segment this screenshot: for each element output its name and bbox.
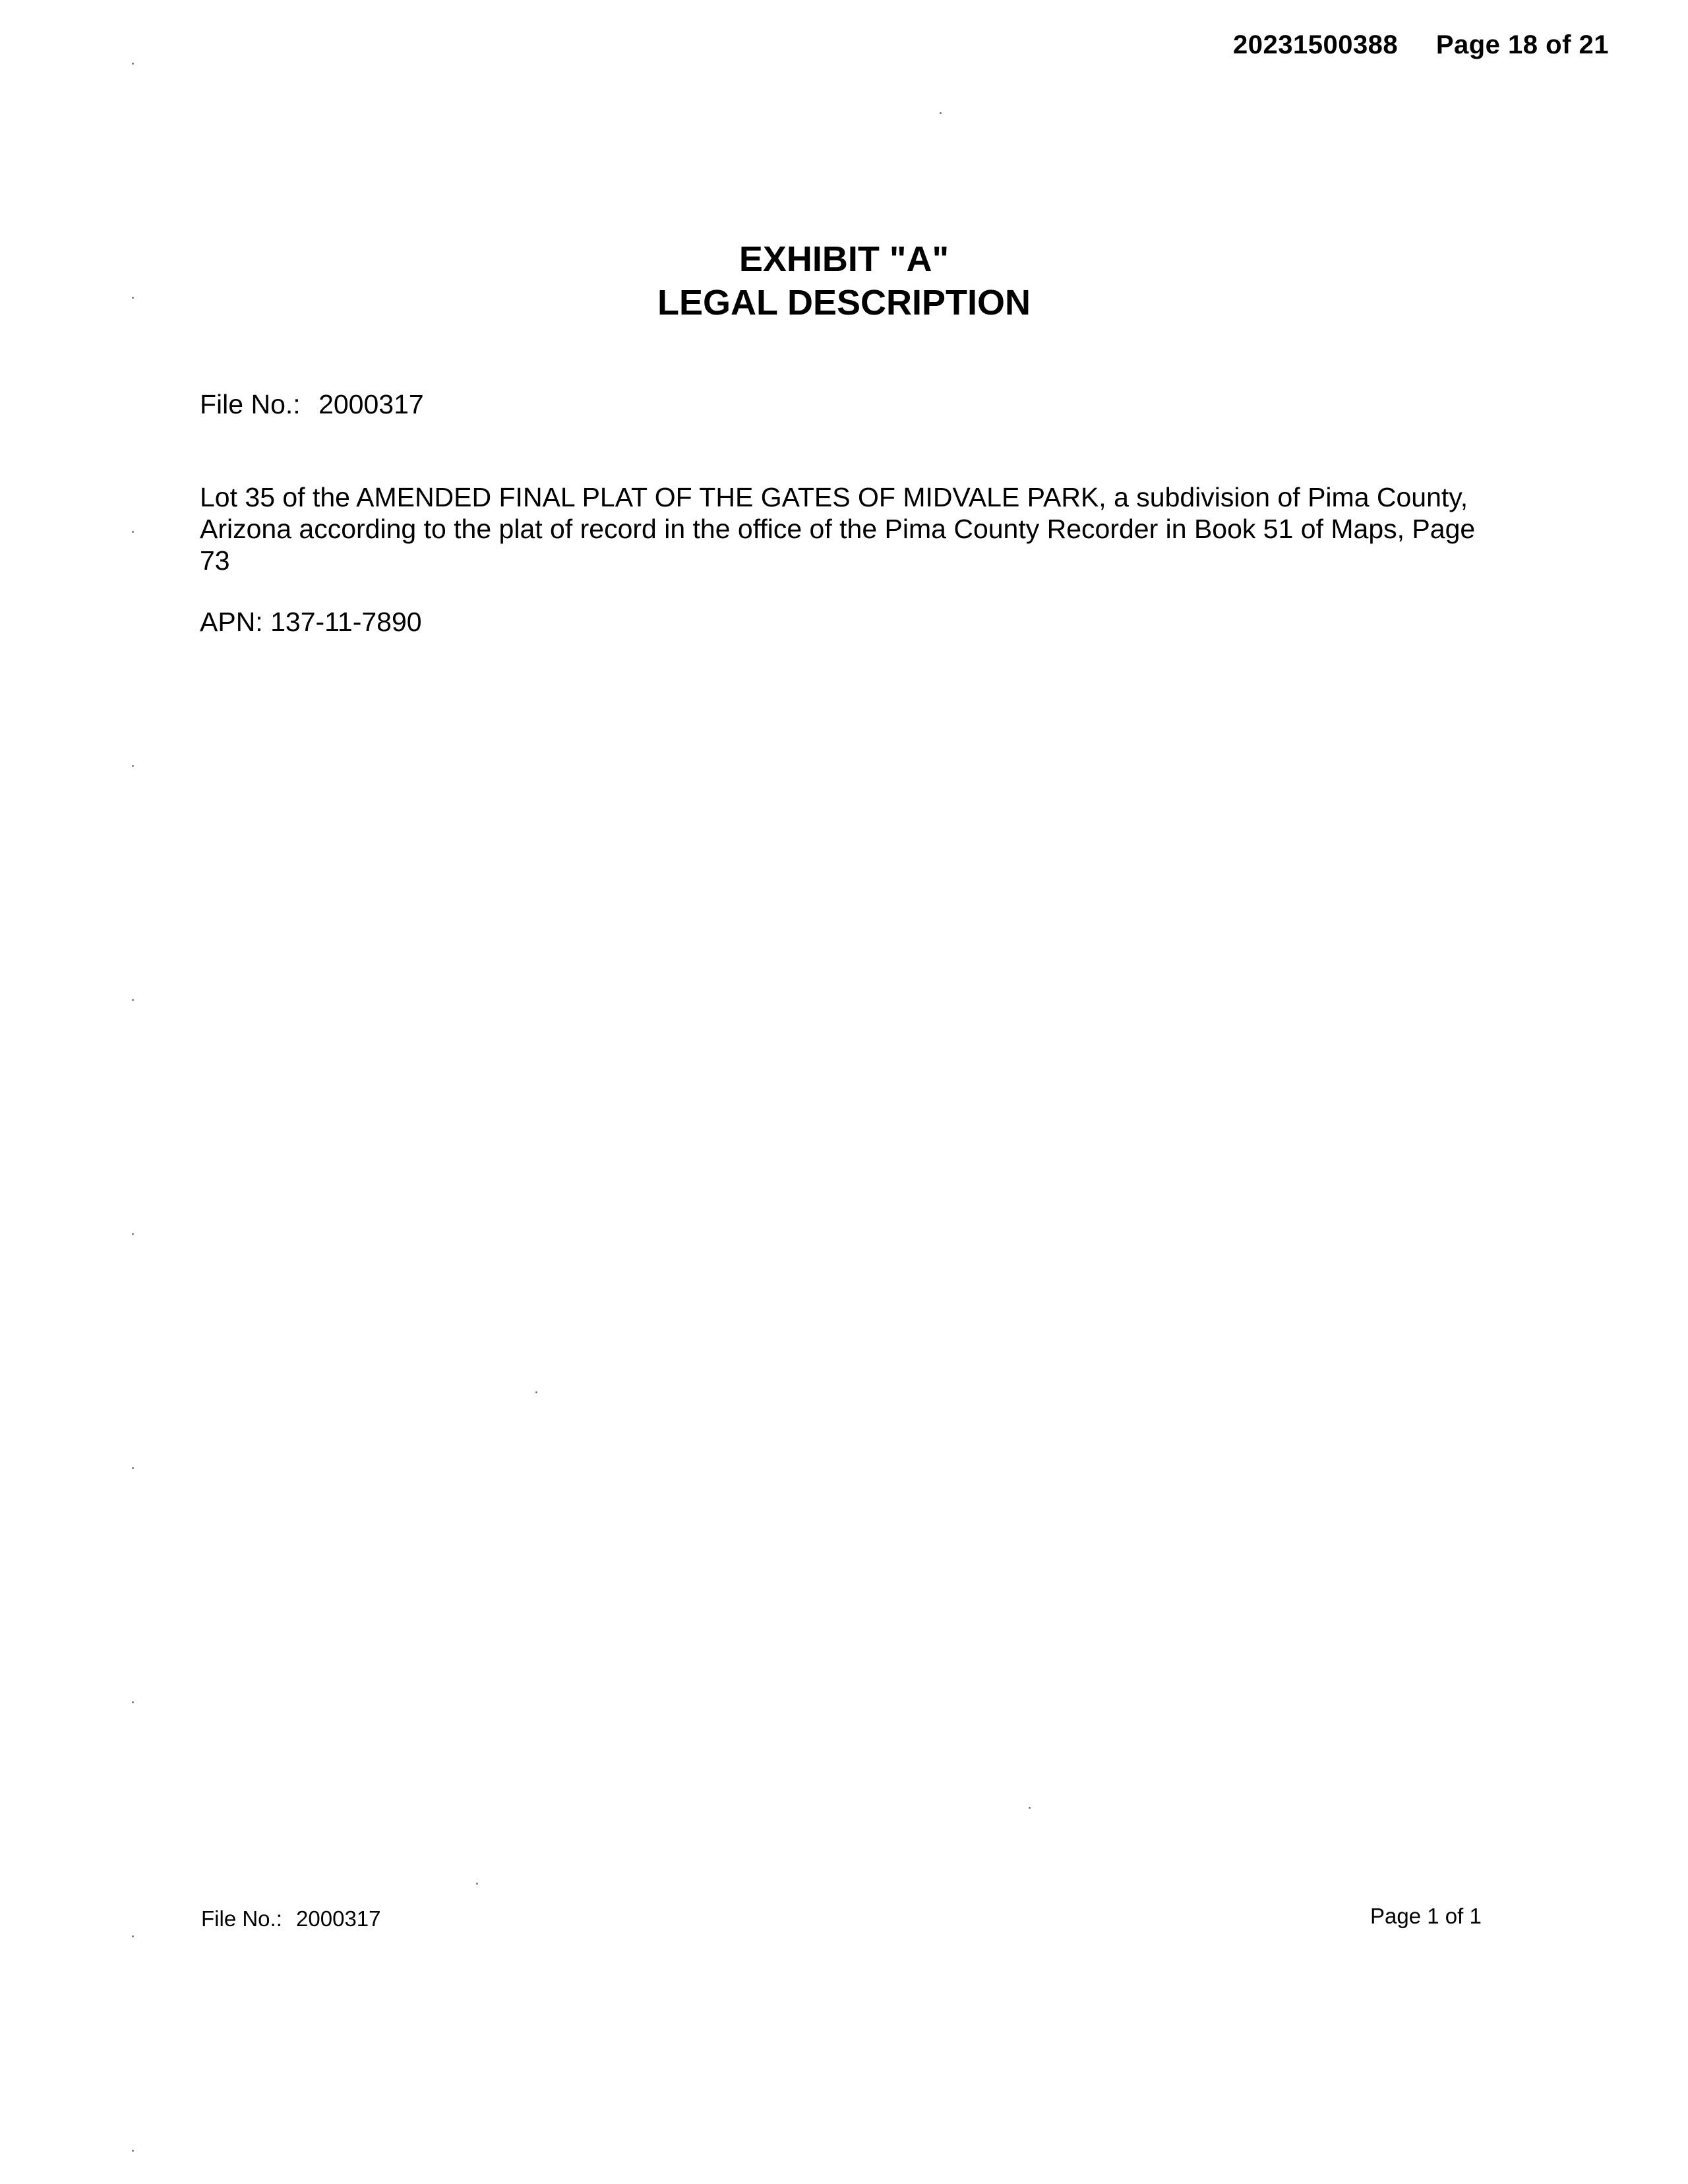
exhibit-title: EXHIBIT "A" [738, 239, 950, 279]
scan-speck [476, 1883, 478, 1885]
recording-page-indicator: Page 18 of 21 [1435, 30, 1609, 59]
scan-speck [940, 112, 942, 114]
scan-speck [1029, 1807, 1031, 1809]
apn-value: 137-11-7890 [270, 607, 422, 637]
scan-speck [132, 63, 134, 65]
scan-speck [132, 1701, 134, 1703]
scan-speck [132, 531, 134, 533]
scan-speck [535, 1391, 537, 1393]
footer-file-number [201, 1906, 381, 1932]
scan-speck [132, 1233, 134, 1235]
scan-speck [132, 297, 134, 299]
apn-label: APN: [200, 607, 263, 637]
recording-document-number: 20231500388 [1232, 30, 1399, 59]
footer-page-number: Page 1 of 1 [1370, 1904, 1482, 1928]
scan-speck [132, 2150, 134, 2152]
file-number-line [200, 388, 424, 421]
exhibit-heading [0, 237, 1688, 324]
scan-speck [132, 765, 134, 767]
footer-file-label: File No.: [201, 1906, 282, 1931]
footer-file-value: 2000317 [296, 1906, 381, 1931]
scan-speck [132, 999, 134, 1001]
apn-line [200, 605, 422, 638]
recording-header [1233, 30, 1609, 60]
scan-speck [132, 1935, 134, 1937]
file-number-value: 2000317 [318, 389, 424, 419]
legal-description-paragraph: Lot 35 of the AMENDED FINAL PLAT OF THE GATES OF MIDVALE PARK, a subdivision of Pima County, Arizona according to the plat of record in the office of the Pima County Recorder in Book 51 of Maps, Page 73 [200, 482, 1476, 576]
exhibit-subtitle: LEGAL DESCRIPTION [657, 283, 1031, 322]
file-number-label: File No.: [200, 389, 301, 419]
scan-speck [132, 1467, 134, 1469]
